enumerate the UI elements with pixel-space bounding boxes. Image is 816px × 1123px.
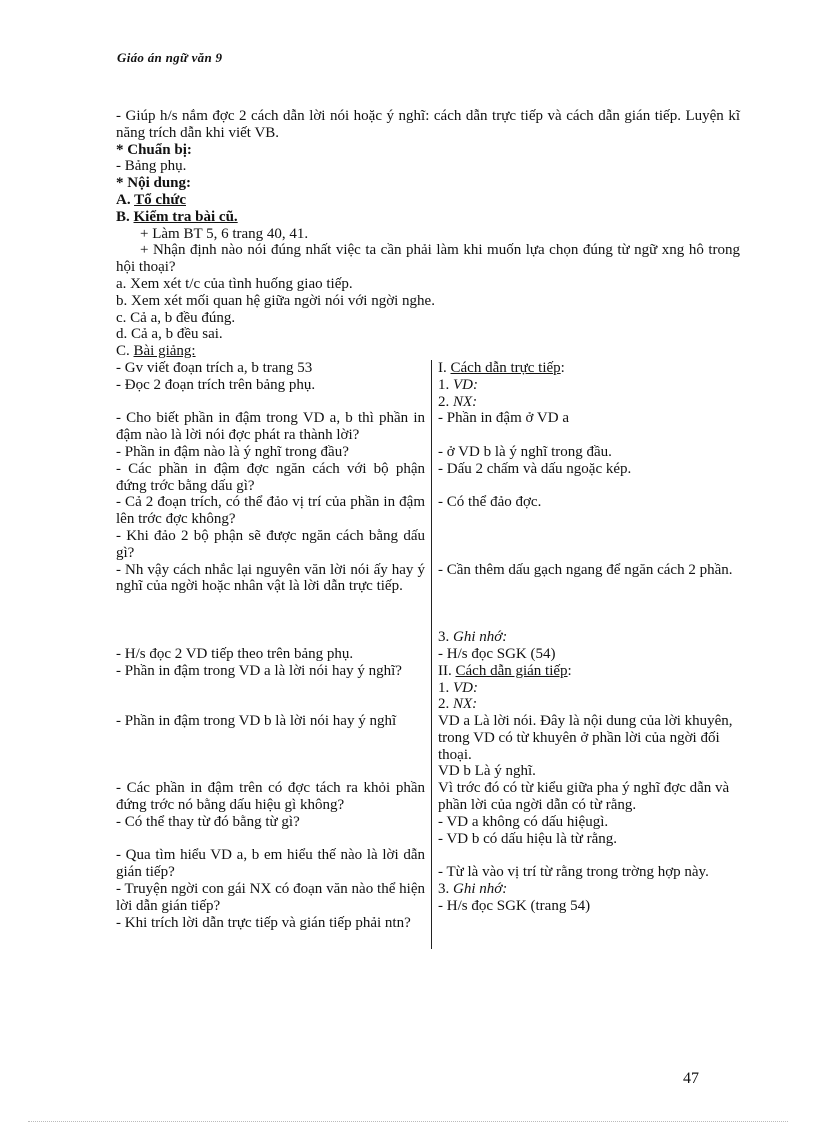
heading-direct: Cách dẫn trực tiếp: [450, 359, 561, 376]
question-text: + Nhận định nào nói đúng nhất việc ta cần phải làm khi muốn lựa chọn đúng từ ngữ xng hô trong hội thoại?: [116, 242, 740, 276]
right-cell-italic: Ghi nhớ:: [453, 629, 508, 646]
right-cell-italic: VD:: [453, 679, 478, 696]
table-row: [116, 780, 740, 814]
table-row: [116, 360, 740, 377]
table-row: [116, 881, 740, 915]
table-row: [116, 394, 740, 411]
section-c-title: Bài giảng:: [133, 343, 196, 360]
right-cell-prefix: 1.: [438, 679, 453, 696]
right-cell: Vì trớc đó có từ kiểu giữa pha ý nghĩ đợc dẫn và phần lời của ngời dẫn có từ rằng.: [432, 780, 741, 814]
left-cell: - Gv viết đoạn trích a, b trang 53: [116, 359, 313, 376]
right-cell: [432, 663, 741, 713]
right-cell-italic: NX:: [453, 696, 478, 713]
section-a-prefix: A.: [116, 191, 135, 208]
heading-indirect: Cách dẫn gián tiếp: [455, 662, 568, 679]
document-body: [116, 108, 740, 949]
right-cell-text: - VD a không có dấu hiệugì.: [438, 813, 609, 830]
option-a: a. Xem xét t/c của tình huống giao tiếp.: [116, 275, 353, 292]
right-cell-prefix: 1.: [438, 376, 453, 393]
right-cell-prefix: 3.: [438, 881, 453, 898]
left-cell: - Các phần in đậm đợc ngăn cách với bộ phận đứng trớc bằng dấu gì?: [116, 460, 425, 494]
left-cell: - Phần in đậm trong VD b là lời nói hay ý nghĩ: [116, 713, 397, 730]
right-cell: [432, 713, 741, 780]
option-b: b. Xem xét mối quan hệ giữa ngời nói với ngời nghe.: [116, 292, 435, 309]
right-cell-prefix: I.: [438, 359, 451, 376]
content-heading: * Nội dung:: [116, 175, 192, 192]
section-b: [116, 209, 740, 226]
right-cell-text: - H/s đọc SGK (trang 54): [438, 898, 591, 915]
table-row: [116, 847, 740, 881]
heading-colon: :: [560, 359, 565, 376]
right-cell-prefix: 2.: [438, 696, 453, 713]
right-cell: - Phần in đậm ở VD a: [432, 410, 741, 444]
right-cell-text: - Từ là vào vị trí từ rằng trong trờng hợp này.: [438, 864, 709, 881]
table-row: [116, 713, 740, 780]
right-cell: - Dấu 2 chấm và dấu ngoặc kép.: [432, 461, 741, 495]
section-c-prefix: C.: [116, 343, 134, 360]
left-cell: - Cho biết phần in đậm trong VD a, b thì phần in đậm nào là lời nói đợc phát ra thành lời?: [116, 410, 425, 444]
left-cell-text: - Khi trích lời dẫn trực tiếp và gián tiếp phải ntn?: [116, 914, 411, 931]
table-row: [116, 528, 740, 562]
right-cell-text: VD b Là ý nghĩ.: [438, 763, 536, 780]
table-row: [116, 461, 740, 495]
right-cell-italic: Ghi nhớ:: [453, 881, 508, 898]
right-cell-text: - VD b có dấu hiệu là từ rằng.: [438, 830, 618, 847]
option-d: d. Cả a, b đều sai.: [116, 326, 223, 343]
page-number: 47: [683, 1070, 699, 1087]
right-cell-text: VD a Là lời nói. Đây là nội dung của lời khuyên, trong VD có từ khuyên ở phần lời của ngời đối thoại.: [438, 713, 733, 763]
right-cell: [432, 360, 741, 377]
page-header: Giáo án ngữ văn 9: [117, 50, 223, 65]
left-cell: - Truyện ngời con gái NX có đoạn văn nào thể hiện lời dẫn gián tiếp?: [116, 881, 425, 915]
homework-line: + Làm BT 5, 6 trang 40, 41.: [140, 225, 309, 242]
left-cell: [116, 595, 432, 646]
table-row: [116, 494, 740, 528]
prep-heading: * Chuẩn bị:: [116, 141, 192, 158]
section-c: [116, 343, 740, 360]
left-cell: - Phần in đậm trong VD a là lời nói hay ý nghĩ?: [116, 662, 402, 679]
table-row: [116, 410, 740, 444]
left-cell: - Qua tìm hiểu VD a, b em hiểu thế nào là lời dẫn gián tiếp?: [116, 847, 425, 881]
right-cell-prefix: 3.: [438, 629, 453, 646]
left-cell: [116, 915, 432, 949]
right-cell: - ở VD b là ý nghĩ trong đầu.: [432, 444, 741, 461]
goal-text: - Giúp h/s nắm đợc 2 cách dẫn lời nói hoặc ý nghĩ: cách dẫn trực tiếp và cách dẫn gián tiếp. Luyện kĩ năng trích dẫn khi viết VB.: [116, 108, 740, 141]
left-cell: - Đọc 2 đoạn trích trên bảng phụ.: [116, 376, 316, 393]
right-cell: [432, 881, 741, 915]
section-a-title: Tổ chức: [134, 191, 186, 208]
table-row: [116, 663, 740, 713]
prep-item: - Bảng phụ.: [116, 158, 187, 175]
left-cell: - Cả 2 đoạn trích, có thể đảo vị trí của phần in đậm lên trớc đợc không?: [116, 494, 425, 528]
right-cell: [432, 595, 741, 646]
left-cell: - H/s đọc 2 VD tiếp theo trên bảng phụ.: [116, 645, 354, 662]
right-cell-prefix: 2.: [438, 393, 453, 410]
left-cell: - Nh vậy cách nhắc lại nguyên văn lời nói ấy hay ý nghĩ của ngời hoặc nhân vật là lời dẫn trực tiếp.: [116, 561, 425, 595]
section-b-prefix: B.: [116, 208, 134, 225]
left-cell: - Có thể thay từ đó bằng từ gì?: [116, 813, 300, 830]
right-cell: [432, 814, 741, 848]
left-cell: - Phần in đậm nào là ý nghĩ trong đầu?: [116, 443, 349, 460]
section-b-title: Kiểm tra bài cũ.: [133, 208, 238, 225]
right-cell-prefix: II.: [438, 662, 456, 679]
right-cell-italic: NX:: [453, 393, 478, 410]
right-cell: [432, 915, 741, 949]
table-row: [116, 444, 740, 461]
right-cell: [432, 847, 741, 881]
right-cell: [432, 528, 741, 562]
right-cell-italic: VD:: [453, 376, 478, 393]
right-cell: - H/s đọc SGK (54): [432, 646, 741, 663]
heading-colon: :: [567, 662, 572, 679]
left-cell: - Khi đảo 2 bộ phận sẽ được ngăn cách bằng dấu gì?: [116, 527, 425, 561]
right-cell: [432, 377, 741, 394]
section-a: [116, 192, 740, 209]
table-row: [116, 595, 740, 646]
right-cell: - Cần thêm dấu gạch ngang để ngăn cách 2 phần.: [432, 562, 741, 596]
option-c: c. Cả a, b đều đúng.: [116, 309, 236, 326]
lesson-table: [116, 360, 740, 949]
table-row: [116, 915, 740, 949]
left-cell: - Các phần in đậm trên có đợc tách ra khỏi phần đứng trớc nó bằng dấu hiệu gì không?: [116, 780, 425, 814]
table-row: [116, 377, 740, 394]
footer-divider: [28, 1121, 788, 1122]
right-cell: [432, 394, 741, 411]
table-row: [116, 562, 740, 596]
left-cell: [116, 394, 432, 411]
table-row: [116, 646, 740, 663]
right-cell: - Có thể đảo đợc.: [432, 494, 741, 528]
table-row: [116, 814, 740, 848]
